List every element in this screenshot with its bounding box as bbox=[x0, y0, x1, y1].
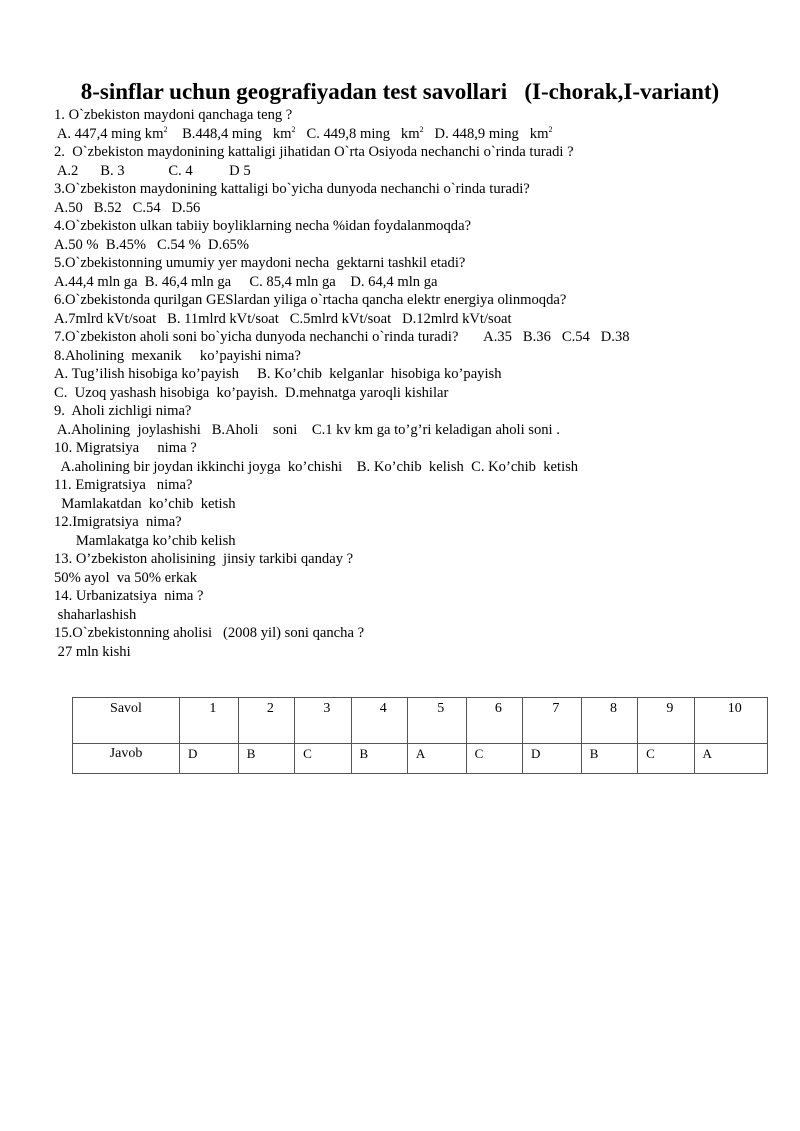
answer-table bbox=[72, 697, 768, 774]
text-line: 3.O`zbekiston maydonining kattaligi bo`yicha dunyoda nechanchi o`rinda turadi? bbox=[54, 181, 530, 197]
answer-cell: C bbox=[466, 744, 522, 774]
text-line: 10. Migratsiya nima ? bbox=[54, 440, 197, 456]
question-number-cell: 2 bbox=[238, 698, 294, 744]
text-line: 7.O`zbekiston aholi soni bo`yicha dunyoda nechanchi o`rinda turadi? A.35 B.36 C.54 D.38 bbox=[54, 329, 630, 345]
question-row-label: Savol bbox=[73, 698, 180, 744]
text-fragment: A. 447,4 ming km bbox=[54, 125, 164, 142]
text-line: 2. O`zbekiston maydonining kattaligi jihatidan O`rta Osiyoda nechanchi o`rinda turadi ? bbox=[54, 144, 574, 160]
text-fragment: B.448,4 ming km bbox=[167, 125, 292, 142]
text-line: 15.O`zbekistonning aholisi (2008 yil) soni qancha ? bbox=[54, 625, 365, 641]
answer-row-label: Javob bbox=[73, 744, 180, 774]
answer-cell: D bbox=[180, 744, 239, 774]
text-line: 8.Aholining mexanik ko’payishi nima? bbox=[54, 347, 301, 364]
text-line: 27 mln kishi bbox=[54, 643, 131, 660]
question-number-cell: 4 bbox=[351, 698, 407, 744]
text-line: 14. Urbanizatsiya nima ? bbox=[54, 588, 204, 604]
text-line: 13. O’zbekiston aholisining jinsiy tarkibi qanday ? bbox=[54, 551, 354, 567]
answer-cell: C bbox=[295, 744, 351, 774]
text-line: 5.O`zbekistonning umumiy yer maydoni necha gektarni tashkil etadi? bbox=[54, 255, 466, 271]
text-line: A.44,4 mln ga B. 46,4 mln ga C. 85,4 mln ga D. 64,4 mln ga bbox=[54, 273, 438, 290]
text-line: 12.Imigratsiya nima? bbox=[54, 514, 182, 530]
question-number-cell: 10 bbox=[694, 698, 767, 744]
text-line: A.aholining bir joydan ikkinchi joyga ko’chishi B. Ko’chib kelish C. Ko’chib ketish bbox=[54, 458, 579, 475]
text-line: A.2 B. 3 C. 4 D 5 bbox=[54, 162, 251, 179]
question-number-cell: 6 bbox=[466, 698, 522, 744]
superscript: 2 bbox=[291, 124, 296, 134]
text-line: A.7mlrd kVt/soat B. 11mlrd kVt/soat C.5mlrd kVt/soat D.12mlrd kVt/soat bbox=[54, 310, 512, 327]
question-number-cell: 3 bbox=[295, 698, 351, 744]
answer-table-answer-row bbox=[73, 744, 768, 774]
answer-cell: B bbox=[581, 744, 637, 774]
text-line: shaharlashish bbox=[54, 606, 137, 623]
text-line: 11. Emigratsiya nima? bbox=[54, 477, 193, 493]
superscript: 2 bbox=[163, 124, 168, 134]
text-line: A. Tug’ilish hisobiga ko’payish B. Ko’chib kelganlar hisobiga ko’payish bbox=[54, 366, 502, 382]
superscript: 2 bbox=[548, 124, 553, 134]
text-fragment: D. 448,9 ming km bbox=[423, 125, 549, 142]
question-list bbox=[54, 106, 774, 661]
text-line: 9. Aholi zichligi nima? bbox=[54, 403, 192, 419]
answer-table-question-row bbox=[73, 698, 768, 744]
text-line: C. Uzoq yashash hisobiga ko’payish. D.mehnatga yaroqli kishilar bbox=[54, 384, 449, 401]
question-number-cell: 1 bbox=[180, 698, 239, 744]
question-number-cell: 5 bbox=[407, 698, 466, 744]
answer-cell: A bbox=[407, 744, 466, 774]
text-fragment: C. 449,8 ming km bbox=[295, 125, 420, 142]
answer-cell: B bbox=[238, 744, 294, 774]
text-line bbox=[54, 125, 774, 144]
question-number-cell: 9 bbox=[638, 698, 694, 744]
text-line: A.Aholining joylashishi B.Aholi soni C.1 kv km ga to’g’ri keladigan aholi soni . bbox=[54, 421, 560, 438]
answer-cell: D bbox=[523, 744, 582, 774]
text-line: 6.O`zbekistonda qurilgan GESlardan yiliga o`rtacha qancha elektr energiya olinmoqda? bbox=[54, 292, 567, 308]
text-line: A.50 % B.45% C.54 % D.65% bbox=[54, 236, 249, 253]
answer-cell: C bbox=[638, 744, 694, 774]
text-line: 1. O`zbekiston maydoni qanchaga teng ? bbox=[54, 107, 293, 123]
text-line: 4.O`zbekiston ulkan tabiiy boyliklarning necha %idan foydalanmoqda? bbox=[54, 218, 472, 234]
answer-cell: A bbox=[694, 744, 767, 774]
question-number-cell: 7 bbox=[523, 698, 582, 744]
superscript: 2 bbox=[419, 124, 424, 134]
text-line: Mamlakatdan ko’chib ketish bbox=[54, 495, 236, 512]
page-title: 8-sinflar uchun geografiyadan test savollari (I-chorak,I-variant) bbox=[80, 79, 720, 104]
question-number-cell: 8 bbox=[581, 698, 637, 744]
text-line: Mamlakatga ko’chib kelish bbox=[54, 532, 236, 549]
answer-cell: B bbox=[351, 744, 407, 774]
text-line: A.50 B.52 C.54 D.56 bbox=[54, 199, 201, 216]
text-line: 50% ayol va 50% erkak bbox=[54, 569, 198, 586]
